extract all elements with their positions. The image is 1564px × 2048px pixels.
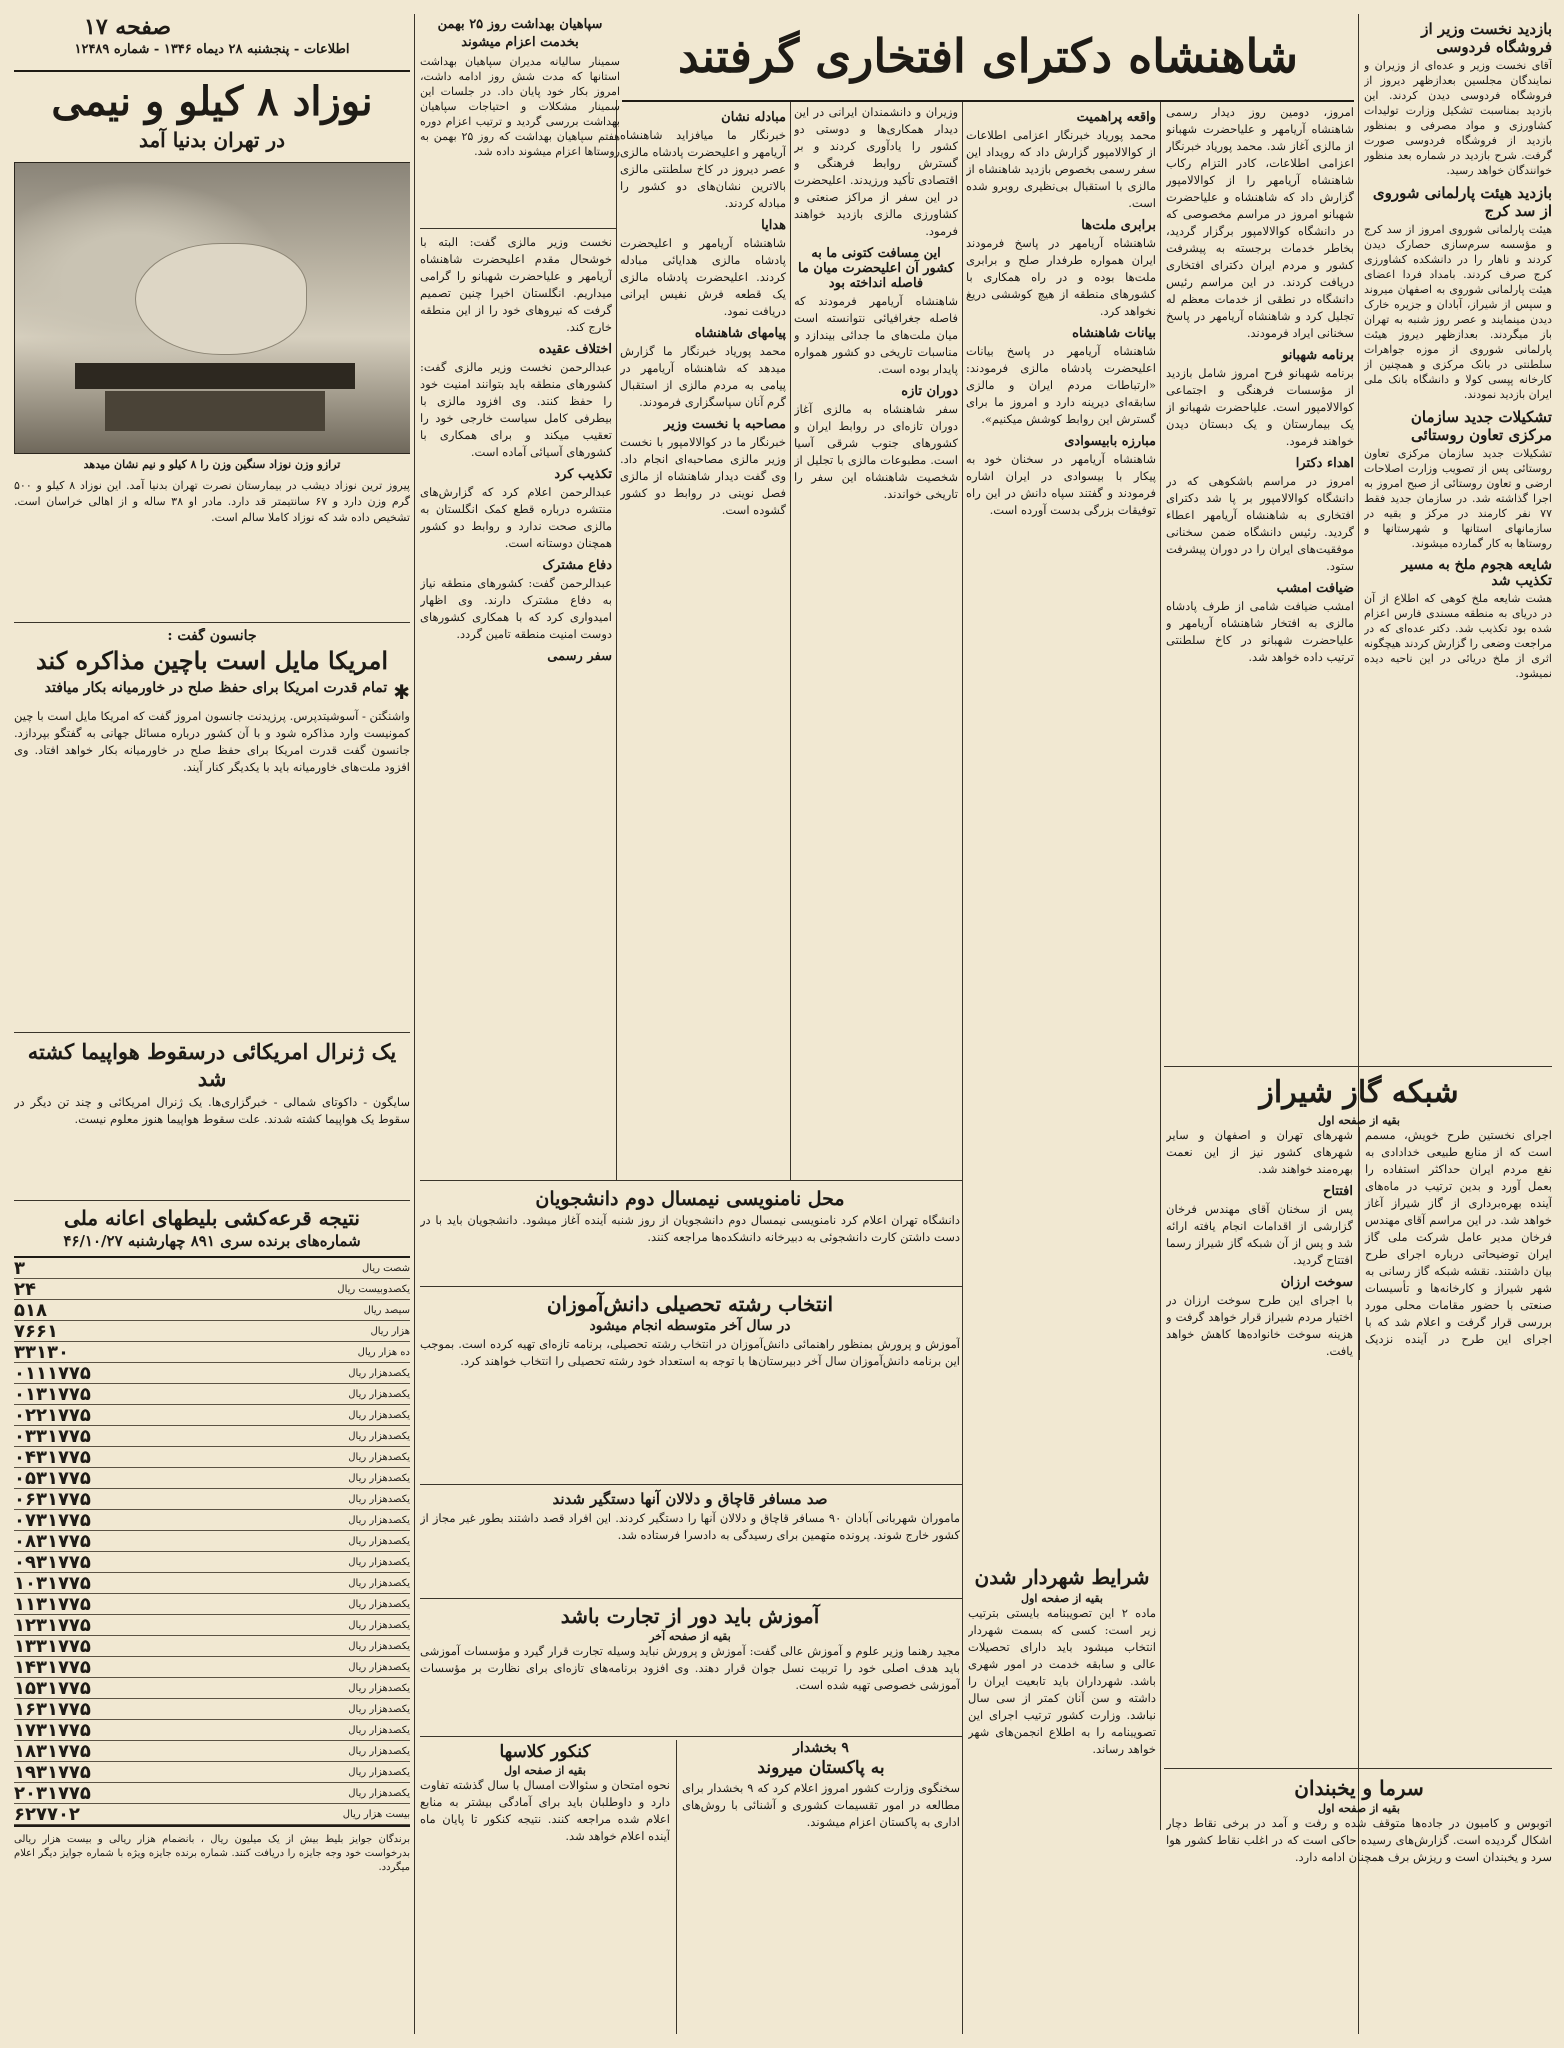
lottery-row bbox=[14, 1426, 410, 1447]
students-list-headline: محل نامنویسی نیمسال دوم دانشجویان bbox=[535, 1188, 845, 1210]
exchange-greetings-headline: مبادله نشان bbox=[721, 110, 786, 125]
opening-headline: افتتاح bbox=[1322, 1184, 1353, 1199]
lottery-prize: یکصدهزار ریال bbox=[348, 1472, 410, 1484]
distance2-body: شاهنشاه آریامهر فرمودند که فاصله جغرافیائی نتوانسته است میان ملت‌های ما جدائی بیندازد و مناسبات تاریخی دو کشور همواره پایدار بوده است. bbox=[794, 294, 958, 376]
class-contest-headline: کنکور کلاسها bbox=[499, 1742, 591, 1762]
pm-interview-body: خبرنگار ما در کوالالامپور با نخست وزیر مالزی مصاحبه‌ای انجام داد. وی گفت دیدار شاهنشاه از مالزی فصل نوینی در روابط دو کشور گشوده است. bbox=[620, 435, 786, 517]
malaysia-pm-column bbox=[420, 234, 612, 1174]
lottery-number: ۱۱۳۱۷۷۵ bbox=[14, 1593, 91, 1615]
fish-rumor-body: هشت شایعه ملخ کوهی که اطلاع از آن در دریای به منطقه مسندی فارس اعزام شده بود تکذیب شد. دکتر عده‌ای که در مراجعت وضعی را گزارش کردند هیچگونه اثری از ملخ دریائی در این ناحیه دیده نمیشود. bbox=[1364, 592, 1552, 680]
lottery-prize: بیست هزار ریال bbox=[342, 1808, 410, 1820]
lottery-row bbox=[14, 1468, 410, 1489]
malaysia-pm-body: نخست وزیر مالزی گفت: البته با خوشحال مقدم اعلیحضرت شاهنشاه آریامهر و علیاحضرت شهبانو را گرامی میداریم. انگلستان اخیرا چنین تصمیم گرفت که نیروهای خود را از این منطقه خارج کند. bbox=[420, 235, 612, 334]
page-number: صفحه ۱۷ bbox=[84, 14, 172, 40]
lottery-row bbox=[14, 1741, 410, 1762]
lottery-number: ۰۶۳۱۷۷۵ bbox=[14, 1488, 91, 1510]
lottery-number: ۲۰۳۱۷۷۵ bbox=[14, 1782, 91, 1804]
education-trade-headline: آموزش باید دور از تجارت باشد bbox=[560, 1604, 820, 1628]
lottery-prize: یکصدهزار ریال bbox=[348, 1766, 410, 1778]
johnson-point: ✱ تمام قدرت امریکا برای حفظ صلح در خاورمیانه بکار میافتد bbox=[44, 680, 410, 704]
reception-body: محمد پوریاد خبرنگار اعزامی اطلاعات از کوالالامپور گزارش داد که رویداد این سفر رسمی بخصوص بازدید شاهنشاه از مالزی با استقبال بی‌نظیری روبرو شده است. bbox=[966, 128, 1156, 210]
cold-weather-body: اتوبوس و کامیون در جاده‌ها متوقف شده و رفت و آمد در برخی نقاط دچار اشکال گردیده است. گزارش‌های رسیده حاکی است که در اغلب نقاط کشور هوا سرد و یخبندان است و ریزش برف همچنان ادامه دارد. bbox=[1166, 1816, 1552, 1864]
lottery-prize: یکصدهزار ریال bbox=[348, 1451, 410, 1463]
johnson-article bbox=[14, 628, 410, 1028]
lottery-number: ۰۹۳۱۷۷۵ bbox=[14, 1551, 91, 1573]
distance-body: امشب ضیافت شامی از طرف پادشاه مالزی به افتخار شاهنشاه آریامهر و علیاحضرت شهبانو در کاخ سلطنتی ترتیب داده خواهد شد. bbox=[1166, 599, 1354, 664]
lottery-prize: ده هزار ریال bbox=[357, 1346, 410, 1358]
education-subtitle: در سال آخر متوسطه انجام میشود bbox=[589, 1318, 791, 1334]
lottery-row bbox=[14, 1783, 410, 1804]
education-trade-body: مجید رهنما وزیر علوم و آموزش عالی گفت: آموزش و پرورش نباید وسیله تجارت قرار گیرد و مؤسسات آموزشی باید هدف اصلی خود را تربیت نسل جوان قرار دهند. وی افزود برنامه‌های تازه‌ای برای نظارت بر مؤسسات آموزشی خصوصی تهیه شده است. bbox=[420, 1644, 960, 1692]
reception-headline: واقعه پراهمیت bbox=[1076, 110, 1156, 125]
fuel-cost-body: با اجرای این طرح سوخت ارزان در اختیار مردم شیراز قرار خواهد گرفت و هزینه سوخت خانواده‌ها کاهش خواهد یافت. bbox=[1166, 1293, 1353, 1358]
lottery-row bbox=[14, 1720, 410, 1741]
lottery-prize: یکصدهزار ریال bbox=[348, 1745, 410, 1757]
right-column bbox=[1364, 14, 1552, 1064]
general-killed-headline: یک ژنرال امریکائی درسقوط هواپیما کشته شد bbox=[27, 1039, 397, 1091]
imperial-message-body: محمد پوریاد خبرنگار ما گزارش میدهد که شاهنشاه آریامهر در پیامی به مردم مالزی از استقبال گرم آنان سپاسگزاری فرمودند. bbox=[620, 344, 786, 409]
main-headline: شاهنشاه دکترای افتخاری گرفتند bbox=[677, 29, 1299, 83]
lottery-prize: هزار ریال bbox=[370, 1325, 410, 1337]
pakistan-trip-kicker: ۹ بخشدار bbox=[793, 1740, 849, 1756]
health-workers-article bbox=[420, 14, 620, 224]
gifts-headline: هدایا bbox=[761, 218, 786, 233]
opening-body: پس از سخنان آقای مهندس فرخان گزارشی از اقدامات انجام یافته ارائه شد و پس از آن شبکه گاز شیراز رسما افتتاح گردید. bbox=[1166, 1202, 1353, 1267]
lottery-prize: یکصدهزار ریال bbox=[348, 1787, 410, 1799]
lottery-prize: یکصدهزار ریال bbox=[348, 1409, 410, 1421]
newborn-article bbox=[14, 76, 410, 616]
lottery-number: ۰۱۱۱۷۷۵ bbox=[14, 1362, 91, 1384]
newborn-headline: نوزاد ۸ کیلو و نیمی bbox=[51, 78, 373, 125]
shahbanu-program-headline: برنامه شهبانو bbox=[1282, 348, 1354, 363]
lottery-row bbox=[14, 1405, 410, 1426]
lottery-number: ۱۸۳۱۷۷۵ bbox=[14, 1740, 91, 1762]
johnson-body: واشنگتن - آسوشیتدپرس. پرزیدنت جانسون امروز گفت که امریکا مایل است با چین کمونیست وارد مذاکره شود و با آن کشور درباره مسائل جهانی به گفتگو بپردازد. جانسون گفت قدرت امریکا برای حفظ صلح در خاورمیانه بکار خواهد افتاد. وی افزود ملت‌های خاورمیانه باید با یکدیگر کنار آیند. bbox=[14, 709, 410, 774]
smugglers-body: ماموران شهربانی آبادان ۹۰ مسافر قاچاق و دلالان آنها را دستگیر کردند. این افراد قصد داشتند بطور غیر مجاز از کشور خارج شوند. پرونده متهمین برای رسیدگی به دادسرا فرستاده شد. bbox=[420, 1511, 960, 1542]
lottery-headline: نتیجه قرعه‌کشی بلیطهای اعانه ملی bbox=[64, 1206, 360, 1230]
lottery-number: ۱۴۳۱۷۷۵ bbox=[14, 1656, 91, 1678]
shiraz-gas-article bbox=[1166, 1072, 1552, 1762]
cold-weather-cont: بقیه از صفحه اول bbox=[1318, 1802, 1400, 1815]
lottery-number: ۳ bbox=[14, 1257, 25, 1279]
lottery-number: ۳۳۱۳۰ bbox=[14, 1341, 69, 1363]
lottery-prize: یکصدهزار ریال bbox=[348, 1514, 410, 1526]
lottery-prize: یکصدهزار ریال bbox=[348, 1619, 410, 1631]
lottery-prize: یکصدهزار ریال bbox=[348, 1367, 410, 1379]
lottery-number: ۱۶۳۱۷۷۵ bbox=[14, 1698, 91, 1720]
smugglers-headline: صد مسافر قاچاق و دلالان آنها دستگیر شدند bbox=[552, 1490, 828, 1508]
johnson-kicker: جانسون گفت : bbox=[167, 628, 257, 644]
cold-weather-headline: سرما و یخبندان bbox=[1294, 1776, 1424, 1800]
health-workers-headline: سپاهیان بهداشت روز ۲۵ بهمن بخدمت اعزام میشوند bbox=[437, 17, 603, 50]
royal-col-2 bbox=[966, 104, 1156, 1224]
lottery-number: ۰۵۳۱۷۷۵ bbox=[14, 1467, 91, 1489]
pakistan-trip-article bbox=[682, 1740, 960, 2034]
lottery-number: ۰۸۳۱۷۷۵ bbox=[14, 1530, 91, 1552]
lottery-prize: یکصدهزار ریال bbox=[348, 1598, 410, 1610]
uk-weapons-headline: اختلاف عقیده bbox=[538, 342, 612, 357]
shiraz-gas-cont: بقیه از صفحه اول bbox=[1318, 1114, 1400, 1127]
lottery-row bbox=[14, 1279, 410, 1300]
newborn-caption: ترازو وزن نوزاد سنگین وزن را ۸ کیلو و نیم نشان میدهد bbox=[83, 458, 341, 471]
lottery-prize: یکصدهزار ریال bbox=[348, 1640, 410, 1652]
shiraz-gas-body: اجرای نخستین طرح خویش، مسمم است که از منابع طبیعی خدادادی به نفع مردم ایران حداکثر استفاده را بعمل آورد و بدین ترتیب در ماه‌های آینده بهره‌برداری از گاز شیراز آغاز خواهد شد. در این مراسم آقای مهندس فرخان مدیر عامل شرکت ملی گاز ایران توضیحاتی درباره اجرای طرح بیان داشتند. نقشه شبکه گاز رسانی به شهر شیراز و کارخانه‌ها و تأسیسات صنعتی با حضور مقامات محلی مورد بررسی قرار گرفت و اعلام شد که با اجرای این طرح در آینده نزدیک شهرهای تهران و اصفهان و سایر شهرهای کشور نیز از این نعمت بهره‌مند خواهند شد. bbox=[1166, 1128, 1552, 1346]
lottery-prize: یکصدهزار ریال bbox=[348, 1577, 410, 1589]
lottery-prize: یکصدهزار ریال bbox=[348, 1556, 410, 1568]
cold-weather-article bbox=[1166, 1774, 1552, 2034]
new-era-headline: دوران تازه bbox=[901, 384, 958, 399]
official-trip-label: سفر رسمی bbox=[547, 649, 612, 664]
shiraz-gas-headline: شبکه گاز شیراز bbox=[1259, 1075, 1459, 1110]
fuel-cost-headline: سوخت ارزان bbox=[1280, 1275, 1353, 1290]
lottery-row bbox=[14, 1762, 410, 1783]
asterisk-icon: ✱ bbox=[393, 680, 410, 704]
baby-figure bbox=[135, 243, 307, 355]
new-era-body: سفر شاهنشاه به مالزی آغاز دوران تازه‌ای در روابط ایران و کشورهای جنوب شرقی آسیا است. مطبوعات مالزی با تجلیل از شخصیت شاهنشاه این سفر را تاریخی خواندند. bbox=[794, 402, 958, 501]
pm-interview-headline: مصاحبه با نخست وزیر bbox=[663, 417, 786, 432]
lottery-number: ۱۷۳۱۷۷۵ bbox=[14, 1719, 91, 1741]
lottery-prize: سیصد ریال bbox=[363, 1304, 410, 1316]
students-list-article bbox=[420, 1186, 960, 1282]
lottery-number: ۱۲۳۱۷۷۵ bbox=[14, 1614, 91, 1636]
lottery-prize: یکصدهزار ریال bbox=[348, 1535, 410, 1547]
class-contest-body: نحوه امتحان و سئوالات امسال با سال گذشته تفاوت دارد و داوطلبان باید برای آمادگی بیشتر به منابع اعلام شده مراجعه کنند. نتیجه کنکور تا پایان ماه آینده اعلام خواهد شد. bbox=[420, 1778, 670, 1843]
lottery-row bbox=[14, 1447, 410, 1468]
statements-body: شاهنشاه آریامهر در پاسخ بیانات اعلیحضرت پادشاه مالزی فرمودند: «ارتباطات مردم ایران و مالزی سابقه‌ای دیرینه دارد و امروز ما برای گسترش این روابط کوشش میکنیم». bbox=[966, 344, 1156, 426]
mayor-terms-cont: بقیه از صفحه اول bbox=[1021, 1592, 1103, 1605]
lottery-number: ۰۷۳۱۷۷۵ bbox=[14, 1509, 91, 1531]
lottery-row bbox=[14, 1699, 410, 1720]
education-article bbox=[420, 1290, 960, 1480]
lottery-prize: یکصدهزار ریال bbox=[348, 1682, 410, 1694]
lottery-row bbox=[14, 1321, 410, 1342]
lottery-row bbox=[14, 1531, 410, 1552]
lottery-table bbox=[14, 1256, 410, 1827]
lottery-row bbox=[14, 1804, 410, 1825]
lottery-prize: یکصدوبیست ریال bbox=[337, 1283, 410, 1295]
class-contest-article bbox=[420, 1740, 670, 2034]
royal-col-3 bbox=[794, 104, 958, 1174]
royal-col2-body: وزیران و دانشمندان ایرانی در این دیدار همکاری‌ها و دوستی دو کشور را یادآوری کردند و بر گسترش روابط فرهنگی و اقتصادی تأکید ورزیدند. اعلیحضرت در این سفر از مراکز صنعتی و کشاورزی مالزی بازدید خواهند فرمود. bbox=[794, 105, 958, 238]
pm-visit-body: آقای نخست وزیر و عده‌ای از وزیران و نمایندگان مجلسین بعدازظهر دیروز از فروشگاه فردوسی دیدن کردند. این بازدید بمناسبت تشکیل وزارت تولیدات کشاورزی و مواد مصرفی و بمنظور بازدید از فروشگاه فردوسی صورت گرفت. شرح بازدید در شماره بعد منظور خوانندگان خواهد رسید. bbox=[1364, 59, 1552, 177]
uk-weapons-body: عبدالرحمن نخست وزیر مالزی گفت: کشورهای منطقه باید بتوانند امنیت خود را حفظ کنند. وی افزود مالزی با بیطرفی کامل سیاست خارجی خود را تعقیب میکند و برای همکاری با کشورهای آسیائی آماده است. bbox=[420, 360, 612, 459]
masthead bbox=[14, 14, 410, 72]
lottery-number: ۲۴ bbox=[14, 1278, 36, 1300]
pm-visit-headline: بازدید نخست وزیر از فروشگاه فردوسی bbox=[1421, 20, 1552, 56]
lottery-prize: یکصدهزار ریال bbox=[348, 1703, 410, 1715]
lottery-row bbox=[14, 1363, 410, 1384]
lottery-number: ۰۳۳۱۷۷۵ bbox=[14, 1425, 91, 1447]
royal-speech-body: امروز، دومین روز دیدار رسمی شاهنشاه آریامهر و علیاحضرت شهبانو از مالزی آغاز شد. محمد پوریاد خبرنگار اعزامی اطلاعات، کادر التزام رکاب شاهنشاه آریامهر را از کوالالامپور گزارش داد که شاهنشاه و علیاحضرت شهبانو امروز در مراسم مخصوصی که در دانشگاه کوالالامپور برگزار گردید، بخاطر خدمات برجسته به پیشرفت کشور و مردم ایران دکترای افتخاری دریافت کردند. در این مراسم رئیس دانشگاه در نطقی از خدمات معظم له تجلیل کرد و شاهنشاه آریامهر در پاسخ سخنانی ایراد فرمودند. bbox=[1166, 105, 1354, 340]
lottery-number: ۷۶۶۱ bbox=[14, 1320, 58, 1342]
lottery-number: ۶۲۷۷۰۲ bbox=[14, 1803, 80, 1825]
shahbanu-program-body: برنامه شهبانو فرح امروز شامل بازدید از مؤسسات فرهنگی و اجتماعی کوالالامپور است. علیاحضرت شهبانو از یک بیمارستان و یک دبستان دیدن خواهند فرمود. bbox=[1166, 366, 1354, 448]
lottery-prize: شصت ریال bbox=[362, 1262, 410, 1274]
lottery-prize: یکصدهزار ریال bbox=[348, 1661, 410, 1673]
lottery-row bbox=[14, 1594, 410, 1615]
doctorate-body: امروز در مراسم باشکوهی که در دانشگاه کوالالامپور بر پا شد دکترای افتخاری به شاهنشاه آریامهر اعطاء گردید. رئیس دانشگاه ضمن سخنانی موفقیت‌های ایران را در دوران پیشرفت ستود. bbox=[1166, 474, 1354, 573]
joint-defense-headline: دفاع مشترک bbox=[542, 558, 612, 573]
rural-coop-headline: تشکیلات جدید سازمان مرکزی تعاون روستائی bbox=[1410, 408, 1552, 444]
statements-headline: بیانات شاهنشاه bbox=[1072, 326, 1156, 341]
lottery-number: ۱۰۳۱۷۷۵ bbox=[14, 1572, 91, 1594]
lottery-number: ۰۱۳۱۷۷۵ bbox=[14, 1383, 91, 1405]
mayor-terms-body: ماده ۲ این تصویبنامه بایستی بترتیب زیر است: کسی که بسمت شهردار انتخاب میشود باید دارای تحصیلات عالی و سابقه خدمت در امور شهری باشد. شهرداران باید تابعیت ایران را داشته و سن آنان کمتر از سی سال نباشد. وزارت کشور ترتیب اجرای این تصویبنامه را به اطلاع انجمن‌های شهر خواهد رساند. bbox=[968, 1606, 1156, 1756]
pakistan-trip-headline: به پاکستان میروند bbox=[757, 1758, 885, 1778]
royal-col-1 bbox=[1166, 104, 1354, 1060]
main-headline-box bbox=[622, 14, 1354, 102]
distance2-headline: این مسافت کتونی ما به کشور آن اعلیحضرت میان ما فاصله انداخته بود bbox=[797, 246, 955, 291]
rural-coop-body: تشکیلات جدید سازمان مرکزی تعاون روستائی پس از تصویب وزارت اصلاحات ارضی و تعاون روستائی از صبح امروز به اجرا گذاشته شد. در سازمان جدید فقط ۷۷ نفر کارمند در مرکز و بقیه در سازمانهای استانها و شهرستانها و روستاها به کار گمارده میشوند. bbox=[1364, 447, 1552, 550]
friendship-headline: برابری ملت‌ها bbox=[1081, 218, 1156, 233]
denial-headline: تکذیب کرد bbox=[554, 467, 612, 482]
lottery-footer: برندگان جوایز بلیط بیش از یک میلیون ریال ، بانضمام هزار ریالی و بیست هزار ریالی بدرخواست خود وجه جایزه را دریافت کنند. شماره برنده جایزه ویژه با شماره جوایز دیگر اعلام میگردد. bbox=[14, 1834, 410, 1873]
lottery-number: ۰۲۲۱۷۷۵ bbox=[14, 1404, 91, 1426]
lottery-subtitle: شماره‌های برنده سری ۸۹۱ چهارشنبه ۴۶/۱۰/۲۷ bbox=[63, 1232, 361, 1250]
general-killed-body: سایگون - داکوتای شمالی - خبرگزاری‌ها. یک ژنرال امریکائی و چند تن دیگر در سقوط یک هواپیما کشته شدند. علت سقوط هواپیما هنوز معلوم نیست. bbox=[14, 1095, 410, 1126]
imperial-message-headline: پیامهای شاهنشاه bbox=[694, 326, 786, 341]
smugglers-article bbox=[420, 1488, 960, 1594]
education-trade-cont: بقیه از صفحه آخر bbox=[649, 1630, 731, 1643]
parliament-visit-body: هیئت پارلمانی شوروی امروز از سد کرج و مؤسسه سرم‌سازی حصارک دیدن کردند و ناهار را در دانشکده کشاورزی کرج صرف کردند. بامداد فردا اعضای هیئت پارلمانی شوروی به اصفهان میروند و سپس از شیراز، آبادان و جزیره خارک دیدن مینمایند و عصر روز شنبه به تهران باز میگردند. بعدازظهر دیروز هیئت پارلمانی شوروی از موزه جواهرات سلطنتی در بانک مرکزی و همچنین از کارخانه پپسی کولا و دانشگاه بانک ملی ایران بازدید نمودند. bbox=[1364, 223, 1552, 401]
lottery-row bbox=[14, 1489, 410, 1510]
class-contest-cont: بقیه از صفحه اول bbox=[504, 1764, 586, 1777]
joint-defense-body: عبدالرحمن گفت: کشورهای منطقه نیاز به دفاع مشترک دارند. وی اظهار امیدواری کرد که با همکاری کشورهای دوست امنیت منطقه تامین گردد. bbox=[420, 576, 612, 641]
education-body: آموزش و پرورش بمنظور راهنمائی دانش‌آموزان در انتخاب رشته تحصیلی، برنامه تازه‌ای تهیه کرده است. بموجب این برنامه دانش‌آموزان سال آخر دبیرستان‌ها با توجه به استعداد خود رشته تحصیلی را انتخاب خواهند کرد. bbox=[420, 1337, 960, 1368]
lottery-row bbox=[14, 1300, 410, 1321]
newborn-subtitle: در تهران بدنیا آمد bbox=[138, 128, 286, 152]
lottery-number: ۰۴۳۱۷۷۵ bbox=[14, 1446, 91, 1468]
lottery-row bbox=[14, 1657, 410, 1678]
struggle-headline: مبارزه بابیسوادی bbox=[1064, 434, 1156, 449]
gifts-body: شاهنشاه آریامهر و اعلیحضرت پادشاه مالزی هدایائی مبادله کردند. اعلیحضرت پادشاه مالزی یک قطعه فرش نفیس ایرانی دریافت نمود. bbox=[620, 236, 786, 318]
fish-rumor-headline: شایعه هجوم ملخ به مسیر تکذیب شد bbox=[1401, 557, 1552, 589]
denial-body: عبدالرحمن اعلام کرد که گزارش‌های منتشره درباره قطع کمک انگلستان به مالزی صحت ندارد و روابط دو کشور همچنان دوستانه است. bbox=[420, 485, 612, 550]
lottery-number: ۱۵۳۱۷۷۵ bbox=[14, 1677, 91, 1699]
lottery-prize: یکصدهزار ریال bbox=[348, 1493, 410, 1505]
mayor-terms-article bbox=[968, 1234, 1156, 2034]
lottery-row bbox=[14, 1258, 410, 1279]
royal-col-4 bbox=[620, 104, 786, 1174]
exchange-greetings-body: خبرنگار ما میافزاید شاهنشاه آریامهر و اعلیحضرت پادشاه مالزی عصر دیروز در کاخ سلطنتی مالزی بالاترین نشان‌های دو کشور را مبادله کردند. bbox=[620, 128, 786, 210]
pakistan-trip-body: سخنگوی وزارت کشور امروز اعلام کرد که ۹ بخشدار برای مطالعه در امور تقسیمات کشوری و آشنائی با روش‌های اداری به پاکستان اعزام میشوند. bbox=[682, 1781, 960, 1829]
dateline: اطلاعات - پنجشنبه ۲۸ دیماه ۱۳۴۶ - شماره ۱۲۴۸۹ bbox=[74, 42, 350, 57]
lottery-row bbox=[14, 1573, 410, 1594]
lottery-number: ۱۳۳۱۷۷۵ bbox=[14, 1635, 91, 1657]
lottery-row bbox=[14, 1510, 410, 1531]
newborn-photo bbox=[14, 162, 410, 454]
lottery-row bbox=[14, 1636, 410, 1657]
distance-headline: ضیافت امشب bbox=[1276, 581, 1354, 596]
lottery-prize: یکصدهزار ریال bbox=[348, 1388, 410, 1400]
health-workers-body: سمینار سالیانه مدیران سپاهیان بهداشت استانها که مدت شش روز ادامه داشت، امروز بکار خود پایان داد. در جلسات این سمینار مشکلات و احتیاجات سپاهیان بهداشت بررسی گردید و ترتیب اعزام دوره هفتم سپاهیان بهداشت که روز ۲۵ بهمن به روستاها اعزام میشوند داده شد. bbox=[420, 55, 620, 158]
lottery-row bbox=[14, 1384, 410, 1405]
scale-icon bbox=[75, 363, 355, 389]
mayor-terms-headline: شرایط شهردار شدن bbox=[974, 1565, 1150, 1589]
johnson-headline: امریکا مایل است باچین مذاکره کند bbox=[35, 646, 389, 675]
lottery-row bbox=[14, 1615, 410, 1636]
lottery-row bbox=[14, 1552, 410, 1573]
friendship-body: شاهنشاه آریامهر در پاسخ فرمودند ایران همواره طرفدار صلح و برابری ملت‌ها بوده و در راه همکاری با کشورهای منطقه از هیچ کوششی دریغ نخواهد کرد. bbox=[966, 236, 1156, 318]
lottery-number: ۱۹۳۱۷۷۵ bbox=[14, 1761, 91, 1783]
education-trade-article bbox=[420, 1602, 960, 1732]
lottery-results bbox=[14, 1204, 410, 2034]
students-list-body: دانشگاه تهران اعلام کرد نامنویسی نیمسال دوم دانشجویان از روز شنبه آینده آغاز میشود. دانشجویان باید با در دست داشتن کارت دانشجوئی به دبیرخانه دانشکده‌ها مراجعه کنند. bbox=[420, 1213, 960, 1244]
lottery-row bbox=[14, 1678, 410, 1699]
lottery-prize: یکصدهزار ریال bbox=[348, 1430, 410, 1442]
doctorate-headline: اهداء دکترا bbox=[1295, 456, 1354, 471]
general-killed-article bbox=[14, 1036, 410, 1196]
parliament-visit-headline: بازدید هیئت پارلمانی شوروی از سد کرج bbox=[1372, 184, 1552, 220]
struggle-body: شاهنشاه آریامهر در سخنان خود به پیکار با بیسوادی در ایران اشاره فرمودند و گفتند سپاه دانش در این راه توفیقات بزرگی بدست آورده است. bbox=[966, 452, 1156, 517]
education-headline: انتخاب رشته تحصیلی دانش‌آموزان bbox=[546, 1292, 834, 1316]
lottery-row bbox=[14, 1342, 410, 1363]
lottery-number: ۵۱۸ bbox=[14, 1299, 47, 1321]
newborn-body: پیروز ترین نوزاد دیشب در بیمارستان نصرت تهران بدنیا آمد. این نوزاد ۸ کیلو و ۵۰۰ گرم وزن دارد و ۶۷ سانتیمتر قد دارد. مادر او ۳۸ ساله و از اهالی خراسان است. تشخیص داده شد که نوزاد کاملا سالم است. bbox=[14, 479, 410, 524]
lottery-prize: یکصدهزار ریال bbox=[348, 1724, 410, 1736]
